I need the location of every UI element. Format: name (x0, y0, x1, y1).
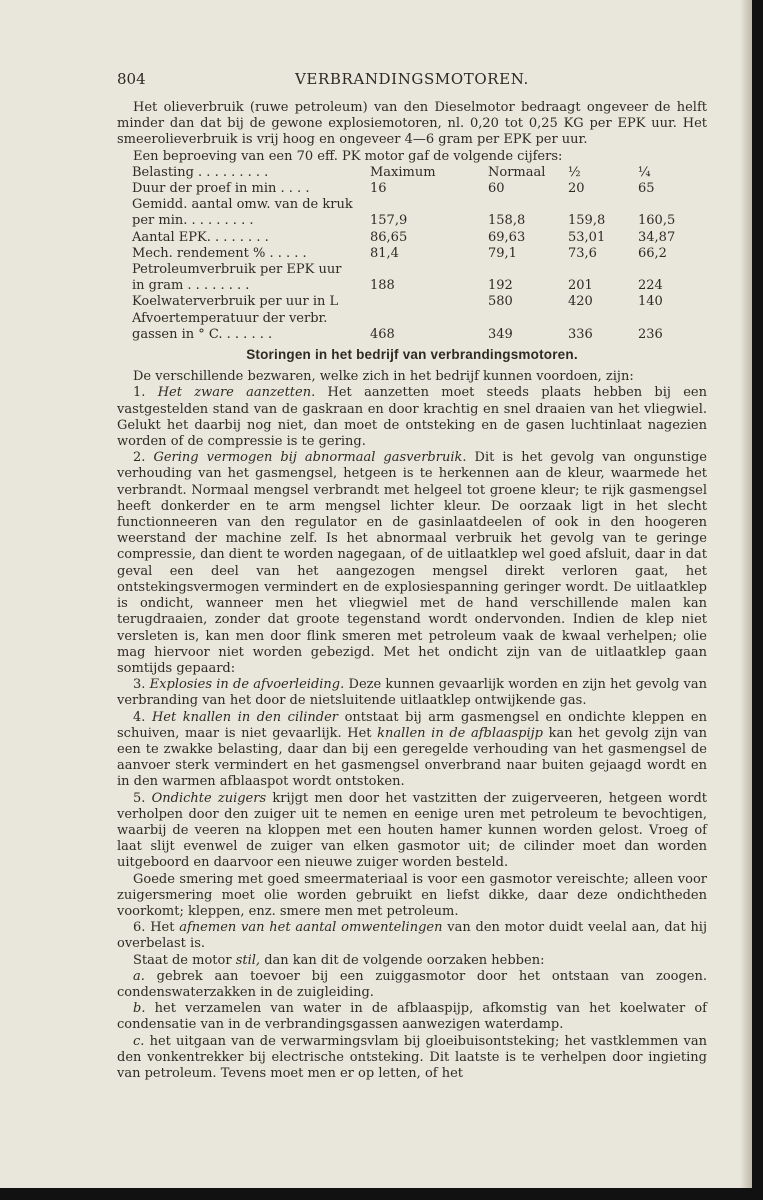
running-head: VERBRANDINGSMOTOREN. (295, 70, 529, 88)
paragraph: Het olieverbruik (ruwe petroleum) van den Dieselmotor bedraagt ongeveer de helft minder dan dat bij de gewone explosiemotoren, nl. 0,20 tot 0,25 KG per EPK uur. Het smeerolieverbruik is vrij hoog en ongeveer 4—6 gram per EPK per uur. (117, 100, 707, 148)
table-row (117, 278, 707, 294)
table-cell (488, 262, 568, 278)
item-number: 5. (133, 790, 146, 806)
item-number: 1. (133, 385, 146, 401)
table-cell: 16 (370, 181, 387, 197)
sub-text: het uitgaan van de verwarmingsvlam bij gloeibuisontsteking; het vastklemmen van den vonkentrekker bij electrische ontsteking. Dit laatste is te verhelpen door ingieting van petroleum. Tevens moet men er op letten, of het (117, 1033, 707, 1081)
item-text: Deze kunnen gevaarlijk worden en zijn het gevolg van verbranding van het door de nietsluitende uitlaatklep ontwijkende gas. (117, 677, 707, 709)
table-cell: gassen in ° C. . . . . . . (132, 326, 273, 342)
paragraph: Goede smering met goed smeermateriaal is voor een gasmotor vereischte; alleen voor zuigersmering moet olie worden gebruikt en liefst dikke, daar deze ondichtheden voorkomt; kleppen, enz. smere men met petroleum. (117, 871, 707, 919)
table-row (117, 213, 707, 229)
sub-item (117, 1034, 707, 1083)
sub-item (117, 969, 707, 1001)
table-cell: per min. . . . . . . . . (132, 213, 254, 229)
table-cell: 224 (638, 278, 663, 294)
table-cell: 160,5 (638, 213, 676, 229)
table-cell: 81,4 (370, 245, 399, 261)
item-number: 2. (133, 450, 146, 466)
table-cell: 34,87 (638, 229, 676, 245)
test-results-table (117, 165, 707, 343)
page-edge-shadow (740, 0, 752, 1188)
table-cell: ½ (568, 164, 581, 180)
page-number: 804 (117, 70, 146, 88)
table-cell: 79,1 (488, 245, 517, 261)
item-text: van den motor duidt veelal aan, dat hij overbelast is. (117, 920, 708, 952)
table-cell: 66,2 (638, 245, 667, 261)
table-row (117, 230, 707, 246)
paragraph (117, 953, 707, 969)
table-row (117, 197, 707, 213)
item-title: Het zware aanzetten. (157, 385, 316, 401)
table-cell (370, 197, 488, 213)
list-item (117, 677, 707, 709)
item-number: 3. (133, 677, 146, 693)
table-cell: 159,8 (568, 213, 606, 229)
table-row (117, 181, 707, 197)
item-title: afnemen van het aantal omwentelingen (179, 920, 443, 936)
table-cell: 158,8 (488, 213, 526, 229)
table-cell: Gemidd. aantal omw. van de kruk (132, 197, 353, 213)
table-cell: 420 (568, 294, 593, 310)
table-cell: Petroleumverbruik per EPK uur (132, 262, 342, 278)
table-cell: 69,63 (488, 229, 526, 245)
item-title: knallen in de afblaaspijp (377, 725, 544, 741)
scan-border-right (752, 0, 763, 1200)
item-text: ontstaat bij arm gasmengsel en ondichte kleppen en schuiven, maar is niet gevaarlijk. Het (117, 709, 707, 741)
sub-letter: a. (133, 968, 145, 984)
table-cell: 349 (488, 326, 513, 342)
table-cell (568, 262, 638, 278)
list-item (117, 450, 707, 677)
item-number: 4. (133, 709, 146, 725)
table-cell: 468 (370, 326, 395, 342)
table-cell: 86,65 (370, 229, 408, 245)
table-cell: in gram . . . . . . . . (132, 278, 250, 294)
table-cell: Aantal EPK. . . . . . . . (132, 229, 269, 245)
table-cell: 20 (568, 181, 585, 197)
sub-text: gebrek aan toevoer bij een zuiggasmotor door het ontstaan van zoogen. condenswaterzakken in de zuigleiding. (117, 968, 707, 1000)
text: Staat de motor (133, 952, 232, 968)
item-text: Dit is het gevolg van ongunstige verhouding van het gasmengsel, hetgeen is te herkennen aan de kleur, waarmede het verbrandt. Normaal mengsel verbrandt met helgeel tot groene kleur; te rijk gasmengsel heeft donkerder en te arm mengsel lichter kleur. De oorzaak ligt in het slecht functionneeren van den regulator en de gasinlaatdeelen of ook in den hoogeren weerstand der machine zelf. Is het abnormaal verbruik het gevolg van te geringe compressie, dan dient te worden nagegaan, of de uitlaatklep wel goed afsluit, daar in dat geval een deel van het aangezogen mengsel direkt verloren gaat, het ontstekingsvermogen vermindert en de explosiespanning geringer wordt. De uitlaatklep is ondicht, wanneer men het vliegwiel met de hand verschillende malen kan terugdraaien, zonder dat groote tegenstand wordt ondervonden. Indien de klep niet versleten is, kan men door flink smeren met petroleum vaak de kwaal verhelpen; olie mag hiervoor niet worden gebezigd. Met het ondicht zijn van de uitlaatklep gaan somtijds gepaard: (117, 450, 708, 676)
table-row (117, 294, 707, 310)
table-cell: Afvoertemperatuur der verbr. (132, 310, 328, 326)
item-title: Ondichte zuigers (151, 790, 267, 806)
table-cell: 336 (568, 326, 593, 342)
table-cell: Mech. rendement % . . . . . (132, 245, 307, 261)
table-cell: 580 (488, 294, 513, 310)
table-cell: Normaal (488, 164, 546, 180)
item-text: Het (150, 920, 175, 936)
table-row (117, 327, 707, 343)
scan-border-bottom (0, 1188, 763, 1200)
table-row (117, 262, 707, 278)
table-cell (370, 294, 488, 310)
item-text: kan het gevolg zijn van een te zwakke belasting, daar dan bij een geregelde verhouding van het gasmengsel de aanvoer sterk vermindert en het gasmengsel onverbrand naar buiten gejaagd wordt en in den warmen afblaaspot wordt ontstoken. (117, 725, 707, 790)
table-cell (370, 311, 488, 327)
table-cell: 60 (488, 181, 505, 197)
table-cell: Maximum (370, 164, 436, 180)
item-title: Explosies in de afvoerleiding. (149, 677, 345, 693)
item-title: Het knallen in den cilinder (151, 709, 339, 725)
sub-item (117, 1001, 707, 1033)
table-cell: 65 (638, 181, 655, 197)
table-cell: Koelwaterverbruik per uur in L (132, 294, 339, 310)
list-item (117, 920, 707, 952)
paragraph: Een beproeving van een 70 eff. PK motor gaf de volgende cijfers: (133, 148, 563, 164)
table-row (117, 311, 707, 327)
table-cell: Duur der proef in min . . . . (132, 181, 310, 197)
table-cell: Belasting . . . . . . . . . (132, 164, 269, 180)
table-cell (370, 262, 488, 278)
list-item (117, 385, 707, 450)
sub-letter: c. (133, 1033, 145, 1049)
emphasis: stil, (235, 952, 261, 968)
table-cell (488, 311, 568, 327)
page-header (117, 70, 707, 90)
list-item (117, 791, 707, 872)
table-cell: 157,9 (370, 213, 408, 229)
item-number: 6. (133, 920, 146, 936)
table-cell (488, 197, 568, 213)
table-cell: ¼ (638, 164, 651, 180)
table-row (117, 246, 707, 262)
table-cell (638, 197, 707, 213)
table-cell (638, 311, 707, 327)
list-item (117, 710, 707, 791)
table-cell: 192 (488, 278, 513, 294)
table-cell: 73,6 (568, 245, 597, 261)
table-cell: 140 (638, 294, 663, 310)
paragraph: De verschillende bezwaren, welke zich in het bedrijf kunnen voordoen, zijn: (133, 369, 634, 385)
table-cell: 188 (370, 278, 395, 294)
text: dan kan dit de volgende oorzaken hebben: (264, 952, 545, 968)
item-text: Het aanzetten moet steeds plaats hebben bij een vastgestelden stand van de gaskraan en door krachtig en snel draaien van het vliegwiel. Gelukt het daarbij nog niet, dan moet de ontsteking en de gasen luchtinlaat nagezien worden of de compressie is te gering. (117, 385, 707, 450)
page-body (117, 100, 707, 1082)
table-cell (568, 311, 638, 327)
table-cell: 201 (568, 278, 593, 294)
table-header-row (117, 165, 707, 181)
table-cell: 53,01 (568, 229, 606, 245)
table-cell (638, 262, 707, 278)
table-cell: 236 (638, 326, 663, 342)
sub-text: het verzamelen van water in de afblaaspijp, afkomstig van het koelwater of condensatie van in de verbrandingsgassen aanwezigen waterdamp. (117, 1001, 707, 1033)
table-cell (568, 197, 638, 213)
item-text: krijgt men door het vastzitten der zuigerveeren, hetgeen wordt verholpen door den zuiger uit te nemen en eenige uren met petroleum te bevochtigen, waarbij de veeren na kloppen met een houten hamer kunnen worden gelost. Vroeg of laat slijt evenwel de zuiger van elken gasmotor uit; de cilinder moet dan worden uitgeboord en daarvoor een nieuwe zuiger worden besteld. (117, 790, 708, 871)
sub-letter: b. (133, 1001, 146, 1017)
section-heading: Storingen in het bedrijf van verbrandingsmotoren. (246, 347, 578, 363)
item-title: Gering vermogen bij abnormaal gasverbruik. (153, 450, 467, 466)
